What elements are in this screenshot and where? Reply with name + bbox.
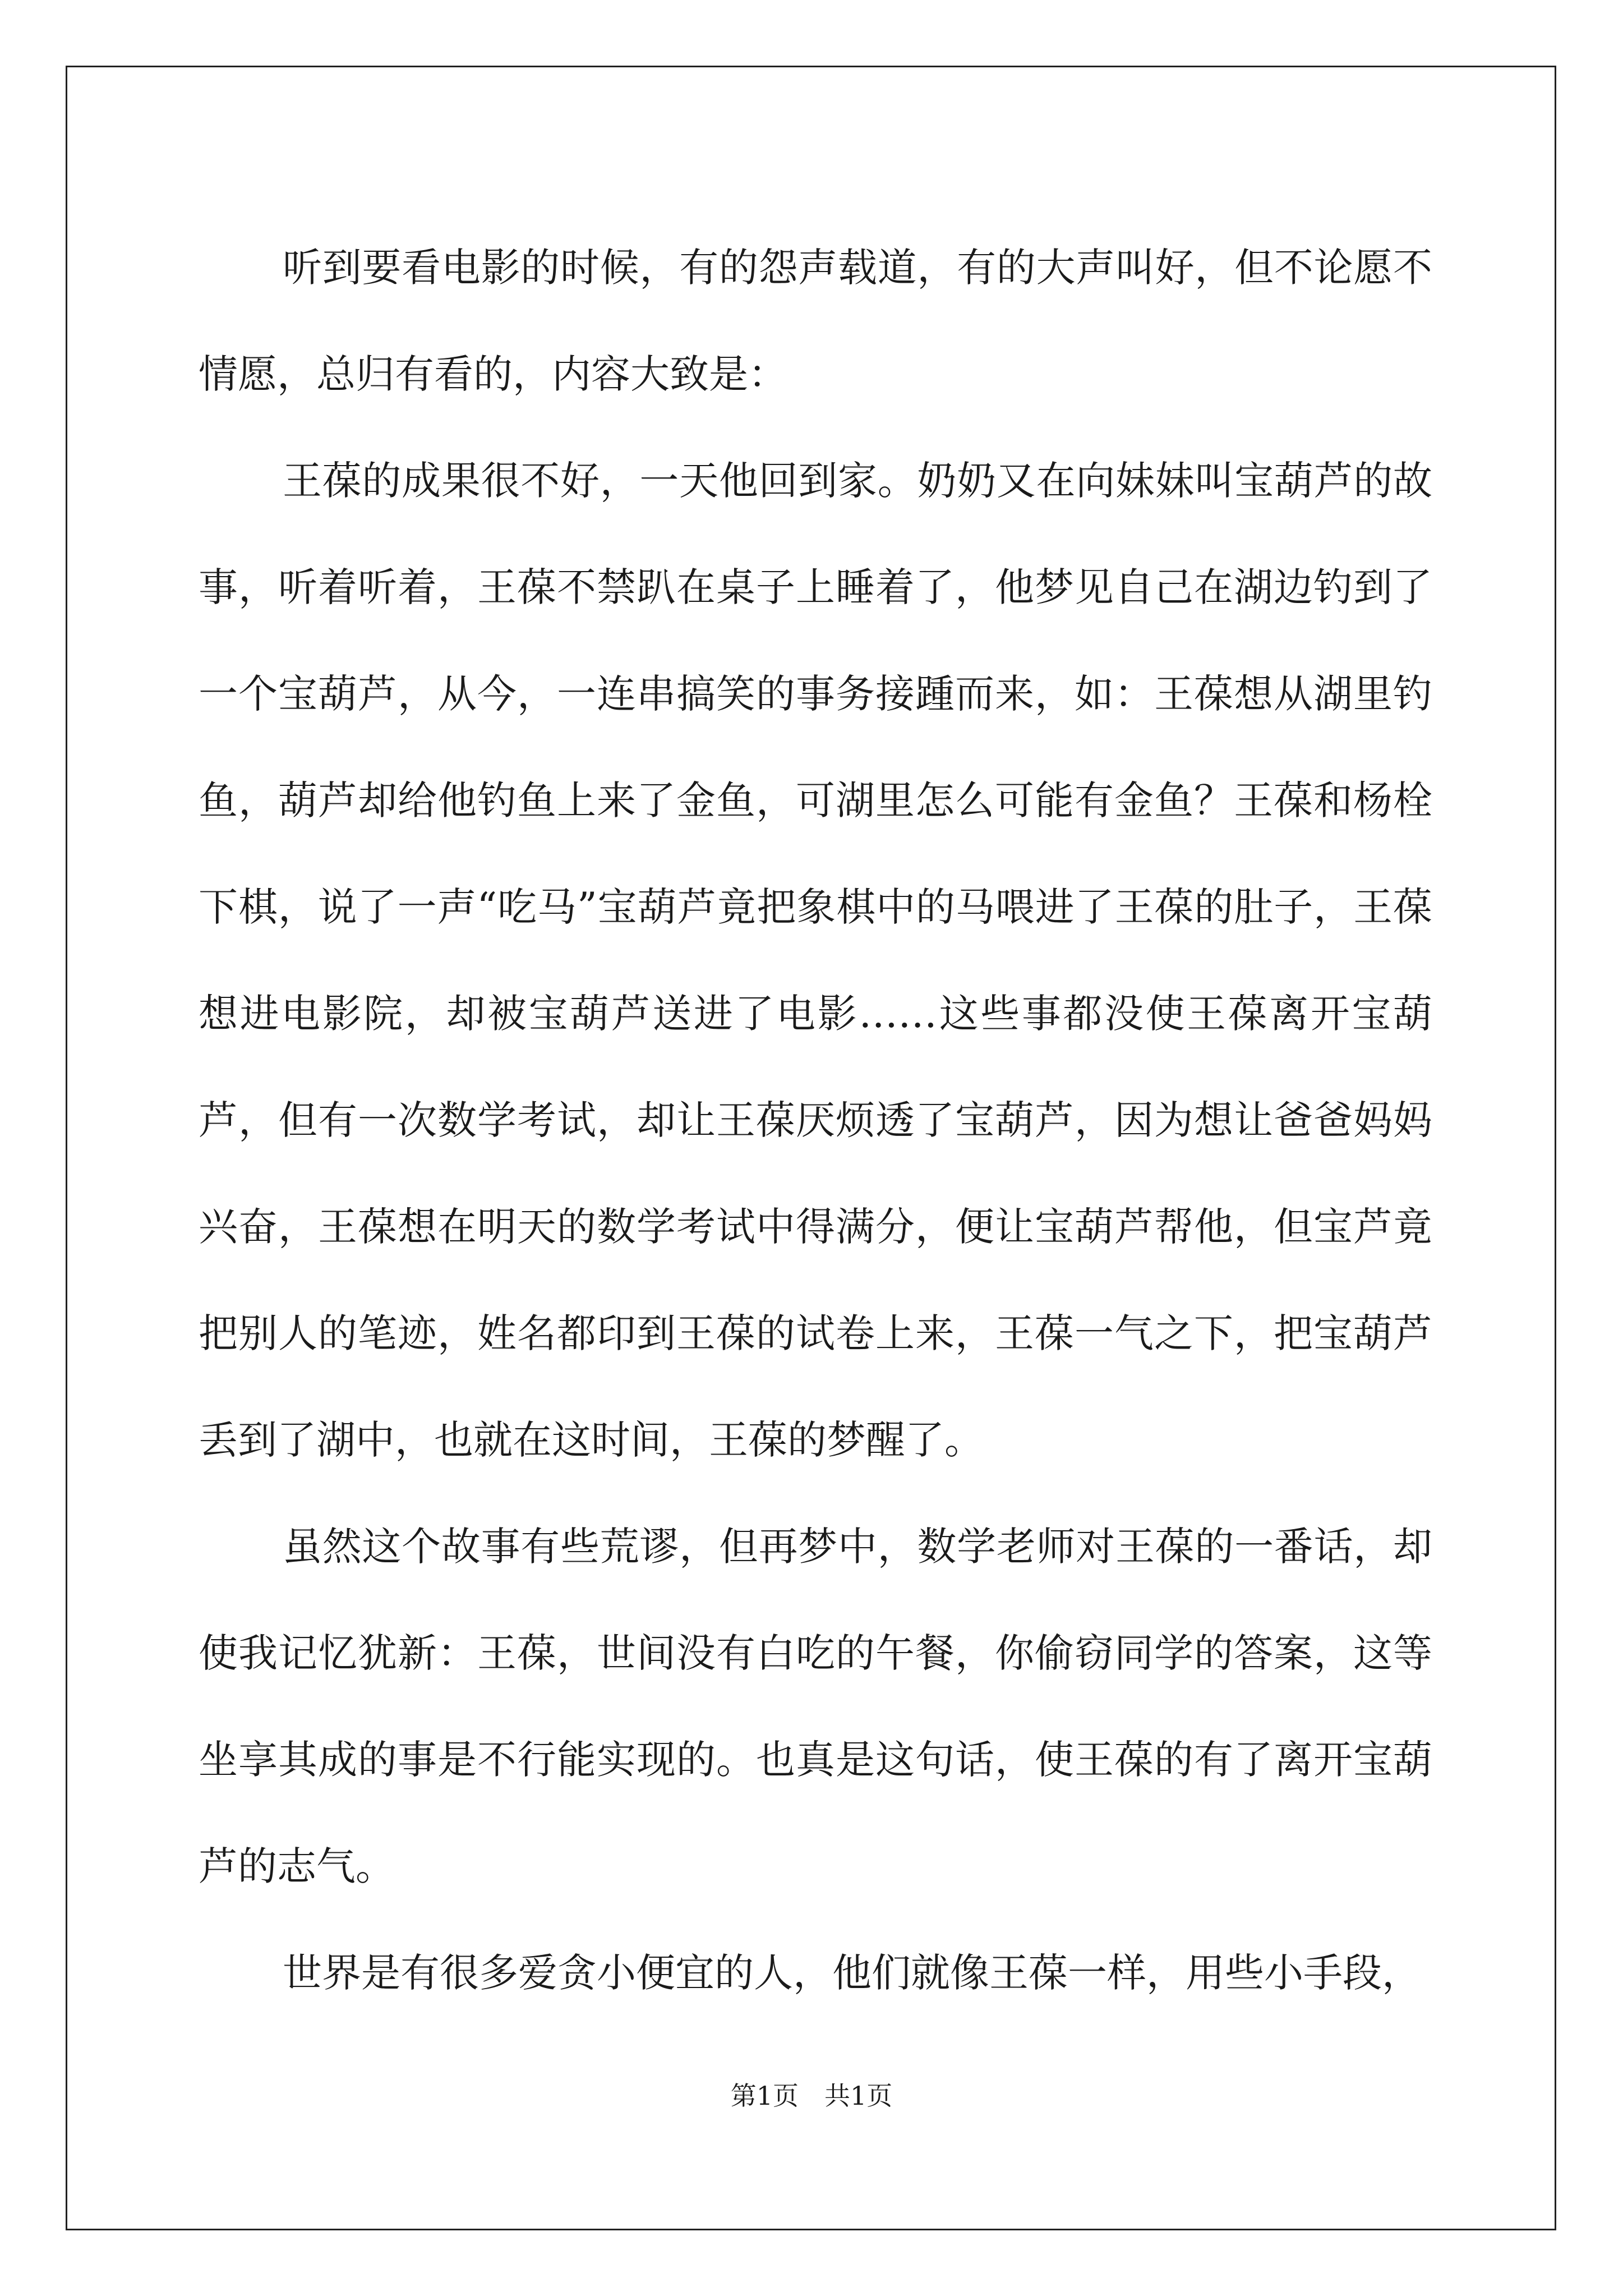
page-number-label: 第1页 共1页 [730, 2081, 893, 2111]
paragraph: 王葆的成果很不好，一天他回到家。奶奶又在向妹妹叫宝葫芦的故事，听着听着，王葆不禁趴在桌子上睡着了，他梦见自己在湖边钓到了一个宝葫芦，从今，一连串搞笑的事务接踵而来，如：王葆想从湖里钓鱼，葫芦却给他钓鱼上来了金鱼，可湖里怎么可能有金鱼？王葆和杨栓下棋，说了一声“吃马”宝葫芦竟把象棋中的马喂进了王葆的肚子，王葆想进电影院，却被宝葫芦送进了电影……这些事都没使王葆离开宝葫芦，但有一次数学考试，却让王葆厌烦透了宝葫芦，因为想让爸爸妈妈兴奋，王葆想在明天的数学考试中得满分，便让宝葫芦帮他，但宝芦竟把别人的笔迹，姓名都印到王葆的试卷上来，王葆一气之下，把宝葫芦丢到了湖中，也就在这时间，王葆的梦醒了。 [199, 458, 1432, 1463]
page-footer [0, 2076, 1623, 2113]
paragraph: 虽然这个故事有些荒谬，但再梦中，数学老师对王葆的一番话，却使我记忆犹新：王葆，世间没有白吃的午餐，你偷窃同学的答案，这等坐享其成的事是不行能实现的。也真是这句话，使王葆的有了离开宝葫芦的志气。 [199, 1524, 1432, 1889]
paragraph: 世界是有很多爱贪小便宜的人，他们就像王葆一样，用些小手段， [283, 1950, 1421, 1996]
paragraph: 听到要看电影的时候，有的怨声载道，有的大声叫好，但不论愿不情愿，总归有看的，内容大致是： [199, 245, 1432, 397]
document-body [199, 214, 1432, 2026]
